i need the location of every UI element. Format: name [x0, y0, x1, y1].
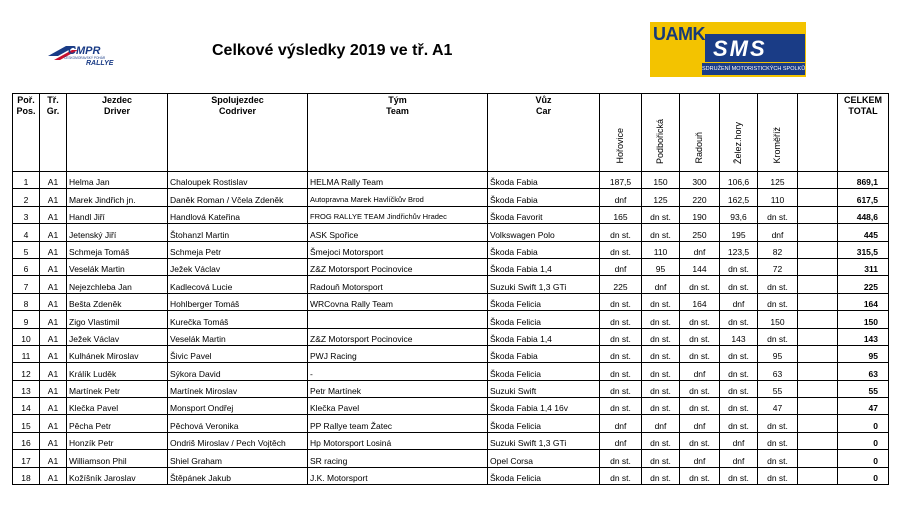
row-car: Škoda Felicia: [488, 467, 600, 484]
table-row: [13, 415, 889, 432]
row-codriver: Pěchová Veronika: [168, 415, 308, 432]
row-position: 4: [13, 224, 40, 241]
row-driver: Kulhánek Miroslav: [67, 345, 168, 362]
row-class: A1: [40, 467, 67, 484]
cmpr-logo-main: CMPR: [68, 45, 101, 57]
row-car: Opel Corsa: [488, 450, 600, 467]
cmpr-logo-sub: ČESKOMORAVSKÝ POHÁR: [64, 56, 106, 60]
row-team: Petr Martínek: [308, 380, 488, 397]
row-driver: Williamson Phil: [67, 450, 168, 467]
row-team: Hp Motorsport Losiná: [308, 432, 488, 449]
row-total: 95: [838, 345, 889, 362]
row-event-result: dn st.: [720, 415, 758, 432]
row-car: Volkswagen Polo: [488, 224, 600, 241]
row-codriver: Štohanzl Martin: [168, 224, 308, 241]
row-event-result: dn st.: [758, 450, 798, 467]
row-total: 445: [838, 224, 889, 241]
row-total: 448,6: [838, 206, 889, 223]
row-codriver: Sýkora David: [168, 363, 308, 380]
row-codriver: Ondriš Miroslav / Pech Vojtěch: [168, 432, 308, 449]
row-event-result: dnf: [720, 432, 758, 449]
row-total: 869,1: [838, 172, 889, 189]
results-table: [12, 93, 889, 485]
row-event-result: [798, 206, 838, 223]
row-total: 143: [838, 328, 889, 345]
row-position: 5: [13, 241, 40, 258]
row-team: HELMA Rally Team: [308, 172, 488, 189]
row-event-result: dn st.: [758, 467, 798, 484]
row-event-result: dn st.: [642, 363, 680, 380]
row-class: A1: [40, 380, 67, 397]
row-event-result: dnf: [642, 415, 680, 432]
row-class: A1: [40, 206, 67, 223]
row-event-result: 195: [720, 224, 758, 241]
row-driver: Ježek Václav: [67, 328, 168, 345]
row-event-result: dnf: [720, 293, 758, 310]
row-total: 63: [838, 363, 889, 380]
row-driver: Klečka Pavel: [67, 398, 168, 415]
sms-logo-subtitle: SDRUŽENÍ MOTORISTICKÝCH SPOLKŮ: [702, 63, 805, 75]
row-codriver: Štěpánek Jakub: [168, 467, 308, 484]
row-position: 14: [13, 398, 40, 415]
row-codriver: Hohlberger Tomáš: [168, 293, 308, 310]
row-event-result: [798, 241, 838, 258]
row-driver: Králík Luděk: [67, 363, 168, 380]
row-codriver: Handlová Kateřina: [168, 206, 308, 223]
row-team: [308, 311, 488, 328]
row-event-result: 125: [642, 189, 680, 206]
row-event-result: dn st.: [642, 380, 680, 397]
row-event-result: [798, 432, 838, 449]
row-event-result: dnf: [680, 415, 720, 432]
row-event-result: [798, 345, 838, 362]
row-event-result: [798, 293, 838, 310]
row-car: Škoda Fabia: [488, 172, 600, 189]
row-driver: Marek Jindřich jn.: [67, 189, 168, 206]
row-position: 16: [13, 432, 40, 449]
row-position: 8: [13, 293, 40, 310]
row-team: Klečka Pavel: [308, 398, 488, 415]
row-total: 47: [838, 398, 889, 415]
header-class: Tř. Gr.: [40, 94, 67, 172]
row-event-result: 63: [758, 363, 798, 380]
page-title: Celkové výsledky 2019 ve tř. A1: [212, 42, 453, 59]
row-codriver: Schmeja Petr: [168, 241, 308, 258]
row-driver: Pěcha Petr: [67, 415, 168, 432]
row-event-result: [798, 328, 838, 345]
row-event-result: dn st.: [680, 467, 720, 484]
row-position: 10: [13, 328, 40, 345]
row-total: 0: [838, 432, 889, 449]
table-row: [13, 189, 889, 206]
row-event-result: dn st.: [680, 345, 720, 362]
row-total: 617,5: [838, 189, 889, 206]
row-position: 18: [13, 467, 40, 484]
row-event-result: dn st.: [642, 311, 680, 328]
row-event-result: dn st.: [600, 380, 642, 397]
uamk-logo-text: UAMK: [653, 24, 705, 44]
row-class: A1: [40, 450, 67, 467]
row-event-result: dn st.: [720, 345, 758, 362]
row-event-result: 143: [720, 328, 758, 345]
row-event-result: dn st.: [600, 363, 642, 380]
header-driver: Jezdec Driver: [67, 94, 168, 172]
row-team: SR racing: [308, 450, 488, 467]
row-driver: Martínek Petr: [67, 380, 168, 397]
row-team: Radouň Motorsport: [308, 276, 488, 293]
row-event-result: dn st.: [720, 258, 758, 275]
uamk-sms-logo: [650, 22, 806, 77]
header-team: Tým Team: [308, 94, 488, 172]
row-codriver: Monsport Ondřej: [168, 398, 308, 415]
table-row: [13, 241, 889, 258]
table-row: [13, 293, 889, 310]
table-row: [13, 172, 889, 189]
row-class: A1: [40, 189, 67, 206]
row-class: A1: [40, 432, 67, 449]
row-event-result: 110: [758, 189, 798, 206]
row-event-result: dn st.: [642, 206, 680, 223]
row-position: 1: [13, 172, 40, 189]
row-driver: Bešta Zdeněk: [67, 293, 168, 310]
row-event-result: 150: [642, 172, 680, 189]
row-event-result: dn st.: [642, 293, 680, 310]
row-team: Autopravna Marek Havlíčkův Brod: [308, 189, 488, 206]
row-event-result: [798, 415, 838, 432]
row-event-result: dn st.: [758, 432, 798, 449]
row-class: A1: [40, 224, 67, 241]
row-event-result: 123,5: [720, 241, 758, 258]
table-header-row: [13, 94, 889, 172]
row-position: 17: [13, 450, 40, 467]
row-event-result: dn st.: [642, 450, 680, 467]
row-event-result: dn st.: [600, 293, 642, 310]
row-event-result: [798, 311, 838, 328]
row-car: Škoda Fabia: [488, 345, 600, 362]
row-team: Z&Z Motorsport Pocinovice: [308, 328, 488, 345]
row-event-result: dn st.: [758, 293, 798, 310]
row-event-result: dnf: [600, 189, 642, 206]
row-event-result: 106,6: [720, 172, 758, 189]
row-event-result: [798, 467, 838, 484]
row-event-result: 300: [680, 172, 720, 189]
header-codriver: Spolujezdec Codriver: [168, 94, 308, 172]
row-event-result: dn st.: [680, 398, 720, 415]
row-event-result: dn st.: [720, 380, 758, 397]
row-position: 9: [13, 311, 40, 328]
row-class: A1: [40, 172, 67, 189]
row-car: Škoda Felicia: [488, 415, 600, 432]
row-event-result: dnf: [680, 363, 720, 380]
row-car: Škoda Fabia 1,4 16v: [488, 398, 600, 415]
row-position: 7: [13, 276, 40, 293]
row-class: A1: [40, 328, 67, 345]
row-driver: Kožíšník Jaroslav: [67, 467, 168, 484]
row-codriver: Veselák Martin: [168, 328, 308, 345]
row-codriver: Kadlecová Lucie: [168, 276, 308, 293]
header-car: Vůz Car: [488, 94, 600, 172]
row-event-result: [798, 276, 838, 293]
row-team: -: [308, 363, 488, 380]
row-event-result: dn st.: [720, 363, 758, 380]
row-codriver: Kurečka Tomáš: [168, 311, 308, 328]
row-event-result: 95: [642, 258, 680, 275]
row-event-result: dn st.: [642, 224, 680, 241]
row-event-result: dn st.: [600, 328, 642, 345]
row-total: 311: [838, 258, 889, 275]
row-car: Škoda Favorit: [488, 206, 600, 223]
row-event-result: dn st.: [720, 311, 758, 328]
row-codriver: Martínek Miroslav: [168, 380, 308, 397]
table-row: [13, 224, 889, 241]
row-event-result: dnf: [642, 276, 680, 293]
row-event-result: [798, 450, 838, 467]
row-codriver: Shiel Graham: [168, 450, 308, 467]
row-event-result: dn st.: [680, 311, 720, 328]
row-event-result: 164: [680, 293, 720, 310]
row-event-result: 93,6: [720, 206, 758, 223]
row-event-result: dn st.: [642, 432, 680, 449]
row-class: A1: [40, 345, 67, 362]
table-row: [13, 276, 889, 293]
row-event-result: 110: [642, 241, 680, 258]
row-team: FROG RALLYE TEAM Jindřichův Hradec: [308, 206, 488, 223]
row-event-result: dn st.: [600, 398, 642, 415]
row-event-result: dn st.: [758, 276, 798, 293]
row-event-result: 47: [758, 398, 798, 415]
row-class: A1: [40, 311, 67, 328]
table-row: [13, 467, 889, 484]
row-event-result: dn st.: [600, 311, 642, 328]
row-event-result: dn st.: [600, 241, 642, 258]
row-driver: Nejezchleba Jan: [67, 276, 168, 293]
row-car: Suzuki Swift 1,3 GTi: [488, 276, 600, 293]
row-event-result: [798, 172, 838, 189]
row-event-result: 82: [758, 241, 798, 258]
row-event-result: 220: [680, 189, 720, 206]
table-row: [13, 380, 889, 397]
table-row: [13, 450, 889, 467]
row-driver: Helma Jan: [67, 172, 168, 189]
row-event-result: 250: [680, 224, 720, 241]
row-event-result: dnf: [680, 450, 720, 467]
row-event-result: dn st.: [720, 398, 758, 415]
results-table-body: [13, 172, 889, 485]
row-event-result: dn st.: [758, 328, 798, 345]
row-class: A1: [40, 415, 67, 432]
row-event-result: dn st.: [680, 328, 720, 345]
row-event-result: dnf: [680, 241, 720, 258]
row-event-result: dn st.: [642, 345, 680, 362]
row-total: 315,5: [838, 241, 889, 258]
row-event-result: 225: [600, 276, 642, 293]
row-event-result: dnf: [600, 415, 642, 432]
cmpr-logo: [46, 42, 141, 66]
row-event-result: dn st.: [642, 328, 680, 345]
table-row: [13, 258, 889, 275]
table-row: [13, 432, 889, 449]
row-event-result: [798, 189, 838, 206]
row-team: J.K. Motorsport: [308, 467, 488, 484]
header-total: CELKEM TOTAL: [838, 94, 889, 172]
row-event-result: 125: [758, 172, 798, 189]
row-event-result: dn st.: [758, 415, 798, 432]
row-total: 0: [838, 415, 889, 432]
row-event-result: 95: [758, 345, 798, 362]
row-event-result: 72: [758, 258, 798, 275]
row-driver: Veselák Martin: [67, 258, 168, 275]
row-driver: Zigo Vlastimil: [67, 311, 168, 328]
row-team: PP Rallye team Žatec: [308, 415, 488, 432]
row-team: WRCovna Rally Team: [308, 293, 488, 310]
row-driver: Jetenský Jiří: [67, 224, 168, 241]
row-codriver: Šivic Pavel: [168, 345, 308, 362]
row-total: 150: [838, 311, 889, 328]
row-event-result: [798, 398, 838, 415]
row-total: 164: [838, 293, 889, 310]
header-event-podboricka: Podbořická: [642, 94, 680, 172]
row-position: 6: [13, 258, 40, 275]
table-row: [13, 345, 889, 362]
row-total: 0: [838, 467, 889, 484]
header-event-radoun: Radouň: [680, 94, 720, 172]
row-event-result: dn st.: [600, 224, 642, 241]
table-row: [13, 206, 889, 223]
row-car: Škoda Fabia 1,4: [488, 328, 600, 345]
row-event-result: dn st.: [600, 345, 642, 362]
row-event-result: dn st.: [600, 467, 642, 484]
row-event-result: 190: [680, 206, 720, 223]
row-class: A1: [40, 363, 67, 380]
row-car: Škoda Fabia 1,4: [488, 258, 600, 275]
row-total: 55: [838, 380, 889, 397]
row-codriver: Chaloupek Rostislav: [168, 172, 308, 189]
row-event-result: dn st.: [680, 432, 720, 449]
row-event-result: [798, 258, 838, 275]
header-event-zelez-hory: Želez.hory: [720, 94, 758, 172]
row-event-result: dnf: [720, 450, 758, 467]
row-event-result: dn st.: [642, 398, 680, 415]
row-event-result: 187,5: [600, 172, 642, 189]
row-position: 13: [13, 380, 40, 397]
row-event-result: 55: [758, 380, 798, 397]
row-event-result: dn st.: [642, 467, 680, 484]
table-row: [13, 311, 889, 328]
row-position: 12: [13, 363, 40, 380]
row-event-result: dnf: [600, 432, 642, 449]
row-event-result: 162,5: [720, 189, 758, 206]
row-team: ASK Spořice: [308, 224, 488, 241]
row-event-result: dnf: [758, 224, 798, 241]
row-position: 2: [13, 189, 40, 206]
row-class: A1: [40, 398, 67, 415]
row-class: A1: [40, 276, 67, 293]
header-pos: Poř. Pos.: [13, 94, 40, 172]
table-row: [13, 363, 889, 380]
header-event-horovice: Hořovice: [600, 94, 642, 172]
row-car: Suzuki Swift: [488, 380, 600, 397]
row-class: A1: [40, 293, 67, 310]
row-event-result: dn st.: [600, 450, 642, 467]
row-event-result: dn st.: [680, 276, 720, 293]
row-team: Šmejoci Motorsport: [308, 241, 488, 258]
cmpr-logo-rallye: RALLYE: [86, 60, 114, 66]
row-car: Škoda Fabia: [488, 189, 600, 206]
row-event-result: dn st.: [720, 467, 758, 484]
row-car: Škoda Felicia: [488, 363, 600, 380]
row-event-result: 150: [758, 311, 798, 328]
row-car: Škoda Felicia: [488, 293, 600, 310]
row-event-result: dnf: [600, 258, 642, 275]
header-event-kromeriz: Kroměříž: [758, 94, 798, 172]
row-codriver: Ježek Václav: [168, 258, 308, 275]
row-total: 0: [838, 450, 889, 467]
row-event-result: 165: [600, 206, 642, 223]
row-event-result: [798, 363, 838, 380]
row-position: 11: [13, 345, 40, 362]
row-driver: Honzík Petr: [67, 432, 168, 449]
row-team: PWJ Racing: [308, 345, 488, 362]
row-event-result: dn st.: [758, 206, 798, 223]
row-driver: Schmeja Tomáš: [67, 241, 168, 258]
sms-logo-text: SMS: [713, 36, 767, 61]
row-car: Suzuki Swift 1,3 GTi: [488, 432, 600, 449]
row-class: A1: [40, 241, 67, 258]
row-event-result: dn st.: [720, 276, 758, 293]
row-event-result: 144: [680, 258, 720, 275]
row-class: A1: [40, 258, 67, 275]
row-driver: Handl Jiří: [67, 206, 168, 223]
table-row: [13, 328, 889, 345]
header-event-empty: [798, 94, 838, 172]
row-car: Škoda Felicia: [488, 311, 600, 328]
row-position: 3: [13, 206, 40, 223]
row-event-result: dn st.: [680, 380, 720, 397]
row-total: 225: [838, 276, 889, 293]
row-position: 15: [13, 415, 40, 432]
row-event-result: [798, 380, 838, 397]
row-codriver: Daněk Roman / Včela Zdeněk: [168, 189, 308, 206]
row-event-result: [798, 224, 838, 241]
sms-logo-box: [705, 34, 805, 62]
table-row: [13, 398, 889, 415]
row-car: Škoda Fabia: [488, 241, 600, 258]
row-team: Z&Z Motorsport Pocinovice: [308, 258, 488, 275]
